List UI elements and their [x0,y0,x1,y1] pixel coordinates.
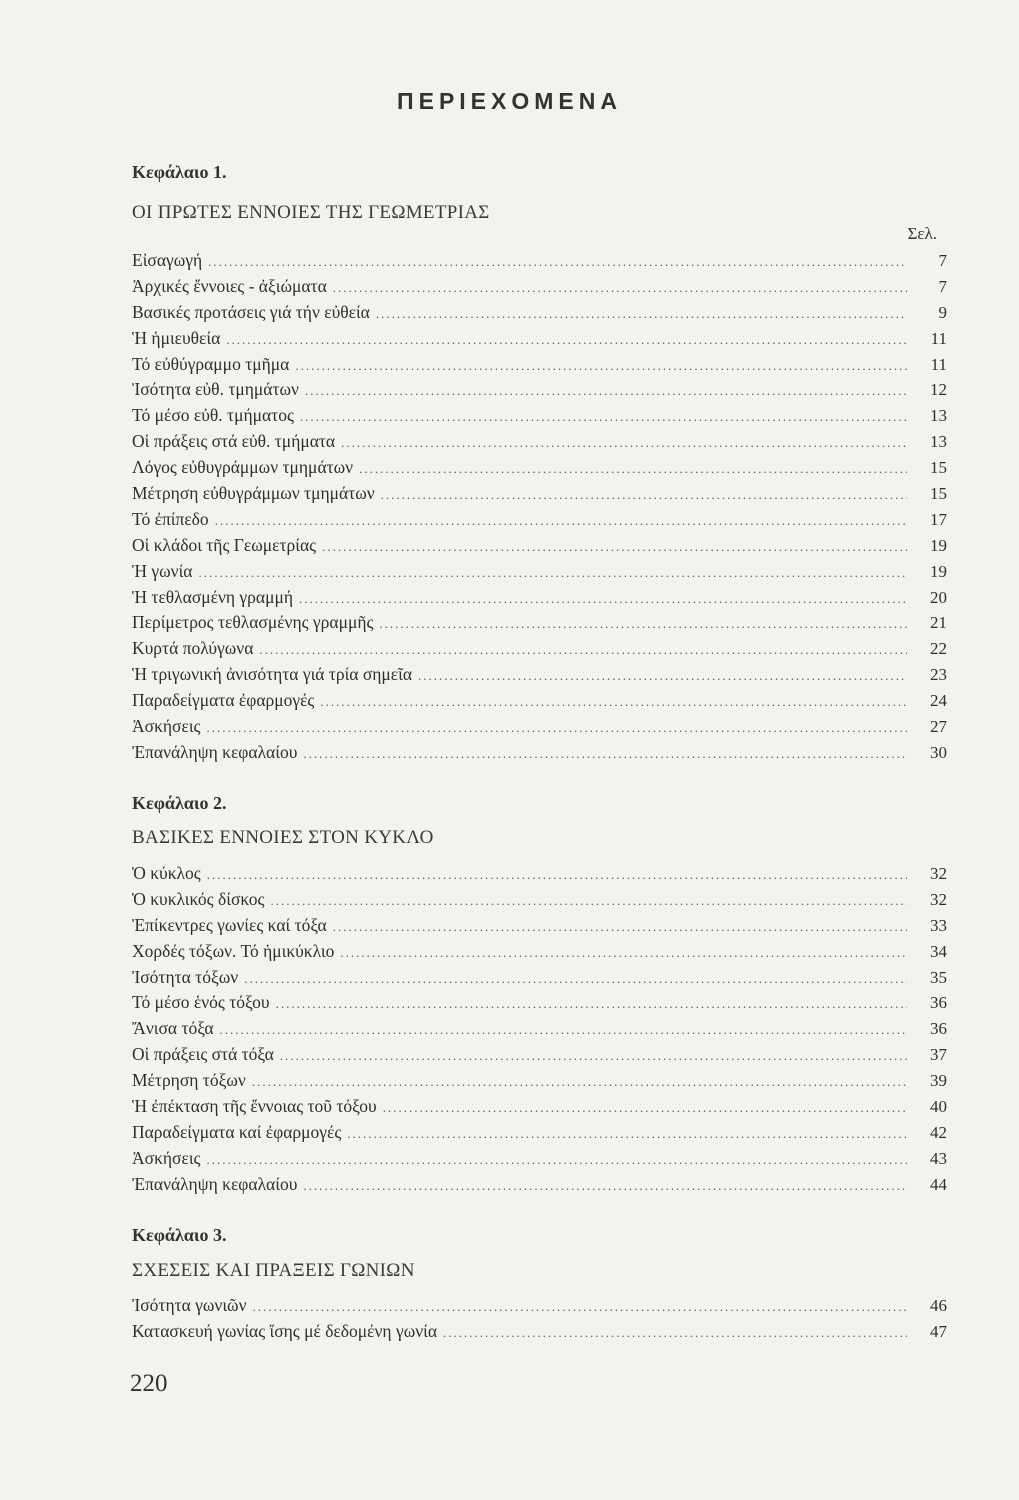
dot-leader [305,383,907,399]
dot-leader [207,867,907,883]
entry-page: 20 [930,587,947,607]
toc-entry [132,915,947,941]
toc-entry [132,889,947,915]
entry-page: 23 [930,665,947,685]
entry-page: 36 [930,993,947,1013]
entry-title: Μέτρηση τόξων [132,1070,246,1091]
chapter-1 [132,162,947,762]
dot-leader [295,358,907,374]
toc-entry [132,431,947,457]
entry-title: Ἡ γωνία [132,560,193,581]
dot-leader [340,945,907,961]
entry-title: Κυρτά πολύγωνα [132,638,254,659]
entry-title: Ἰσότητα γωνιῶν [132,1295,247,1315]
entry-page: 39 [930,1071,947,1091]
entry-page: 19 [930,535,947,555]
entry-page: 32 [930,889,947,909]
entry-title: Οἱ πράξεις στά εὐθ. τμήματα [132,431,336,452]
entry-page: 13 [930,432,947,452]
entry-page: 40 [930,1097,947,1117]
entry-title: Ἐπανάληψη κεφαλαίου [132,1173,298,1194]
entry-title: Ἄνισα τόξα [132,1018,214,1039]
chapter-heading: ΒΑΣΙΚΕΣ ΕΝΝΟΙΕΣ ΣΤΟΝ ΚΥΚΛΟ [132,827,434,848]
toc-entry [132,690,947,716]
entry-title: Βασικές προτάσεις γιά τήν εὐθεία [132,301,370,322]
toc-entry [132,992,947,1018]
dot-leader [259,642,907,658]
dot-leader [359,461,907,477]
toc-entry [132,328,947,354]
dot-leader [206,720,907,736]
chapter-heading: ΣΧΕΣΕΙΣ ΚΑΙ ΠΡΑΞΕΙΣ ΓΩΝΙΩΝ [132,1260,415,1281]
entry-page: 44 [930,1174,947,1194]
toc-entry [132,535,947,561]
entry-title: Ἐπίκεντρες γωνίες καί τόξα [132,914,327,935]
entry-title: Ἀσκήσεις [132,716,201,737]
entry-page: 36 [930,1019,947,1039]
entry-page: 24 [930,691,947,711]
dot-leader [215,513,907,529]
dot-leader [381,487,907,503]
entry-title: Ἰσότητα εὐθ. τμημάτων [132,379,299,400]
dot-leader [333,919,907,935]
entry-title: Κατασκευή γωνίας ἴσης μέ δεδομένη γωνία [132,1320,438,1341]
entry-page: 46 [930,1296,947,1315]
entry-page: 35 [930,967,947,987]
entry-title: Εἰσαγωγή [132,250,203,270]
dot-leader [418,668,907,684]
entry-page: 34 [930,941,947,961]
entry-page: 43 [930,1148,947,1168]
dot-leader [226,332,907,348]
entry-page: 33 [930,915,947,935]
toc-entry [132,1018,947,1044]
dot-leader [333,280,907,296]
entry-title: Τό μέσο εὐθ. τμήματος [132,405,294,426]
toc-entry [132,1174,947,1200]
toc-entry [132,457,947,483]
chapter-label: Κεφάλαιο 3. [132,1225,227,1245]
entry-page: 42 [930,1122,947,1142]
toc-entry [132,1070,947,1096]
entry-page: 11 [930,354,947,374]
toc-entry [132,863,947,889]
entry-title: Μέτρηση εὐθυγράμμων τμημάτων [132,483,375,504]
dot-leader [299,591,907,607]
entry-title: Τό ἐπίπεδο [132,508,209,529]
chapter-3 [132,1225,947,1341]
dot-leader [376,306,907,322]
toc-list [132,863,947,1200]
entry-title: Ἰσότητα τόξων [132,966,239,987]
page-title: ΠΕΡΙΕΧΟΜΕΝΑ [397,88,622,114]
entry-title: Ὁ κυκλικός δίσκος [132,888,265,909]
entry-title: Λόγος εὐθυγράμμων τμημάτων [132,457,354,478]
dot-leader [347,1126,907,1142]
page-column-label: Σελ. [907,224,937,243]
toc-entry [132,561,947,587]
toc-entry [132,483,947,509]
toc-entry [132,250,947,276]
dot-leader [252,1299,907,1315]
entry-title: Οἱ κλάδοι τῆς Γεωμετρίας [132,534,317,555]
toc-entry [132,967,947,993]
toc-entry [132,638,947,664]
dot-leader [443,1325,907,1341]
toc-entry [132,612,947,638]
entry-page: 19 [930,561,947,581]
entry-page: 21 [930,613,947,633]
dot-leader [379,616,907,632]
entry-title: Ἀσκήσεις [132,1147,201,1168]
chapter-label: Κεφάλαιο 2. [132,793,227,813]
entry-page: 15 [930,484,947,504]
dot-leader [198,565,907,581]
entry-page: 27 [930,717,947,737]
dot-leader [303,746,907,762]
toc-entry [132,302,947,328]
entry-page: 47 [930,1321,947,1341]
dot-leader [206,1152,907,1168]
entry-title: Τό μέσο ἑνός τόξου [132,992,270,1013]
entry-page: 37 [930,1045,947,1065]
dot-leader [320,694,907,710]
toc-entry [132,509,947,535]
entry-page: 7 [938,276,947,296]
entry-page: 22 [930,639,947,659]
dot-leader [271,893,908,909]
toc-entry [132,716,947,742]
toc-entry [132,1148,947,1174]
dot-leader [300,409,907,425]
dot-leader [220,1022,907,1038]
toc-entry [132,742,947,768]
entry-title: Ἡ ἐπέκταση τῆς ἔννοιας τοῦ τόξου [132,1096,377,1117]
toc-entry [132,379,947,405]
entry-title: Ἡ τριγωνική ἀνισότητα γιά τρία σημεῖα [132,664,413,685]
toc-entry [132,941,947,967]
entry-title: Ἐπανάληψη κεφαλαίου [132,741,298,762]
entry-page: 13 [930,406,947,426]
toc-list [132,1295,947,1347]
chapter-label: Κεφάλαιο 1. [132,162,227,182]
dot-leader [322,539,907,555]
entry-title: Ἀρχικές ἔννοιες - ἀξιώματα [132,275,327,296]
dot-leader [276,996,907,1012]
dot-leader [303,1178,907,1194]
dot-leader [252,1074,907,1090]
toc-entry [132,1122,947,1148]
entry-title: Χορδές τόξων. Τό ἡμικύκλιο [132,940,335,961]
entry-page: 9 [938,302,947,322]
page-number: 220 [130,1370,168,1397]
dot-leader [244,971,907,987]
toc-entry [132,664,947,690]
entry-title: Παραδείγματα καί ἐφαρμογές [132,1121,342,1142]
entry-page: 7 [938,251,947,270]
dot-leader [208,254,907,270]
entry-page: 32 [930,864,947,883]
entry-title: Τό εὐθύγραμμο τμῆμα [132,353,290,374]
entry-title: Περίμετρος τεθλασμένης γραμμῆς [132,612,374,633]
toc-list [132,250,947,768]
entry-title: Ἡ ἡμιευθεία [132,327,221,348]
entry-page: 11 [930,328,947,348]
entry-title: Ἡ τεθλασμένη γραμμή [132,586,293,607]
toc-entry [132,1321,947,1347]
dot-leader [280,1048,907,1064]
entry-title: Οἱ πράξεις στά τόξα [132,1044,274,1065]
toc-entry [132,587,947,613]
toc-entry [132,1044,947,1070]
dot-leader [341,435,907,451]
chapter-2 [132,793,947,1194]
chapter-heading: ΟΙ ΠΡΩΤΕΣ ΕΝΝΟΙΕΣ ΤΗΣ ΓΕΩΜΕΤΡΙΑΣ [132,202,490,223]
toc-entry [132,276,947,302]
toc-entry [132,354,947,380]
toc-entry [132,1096,947,1122]
entry-page: 30 [930,742,947,762]
entry-title: Παραδείγματα ἐφαρμογές [132,690,315,711]
dot-leader [383,1100,907,1116]
entry-title: Ὁ κύκλος [132,863,201,883]
entry-page: 15 [930,458,947,478]
toc-entry [132,405,947,431]
entry-page: 17 [930,509,947,529]
toc-entry [132,1295,947,1321]
entry-page: 12 [930,380,947,400]
